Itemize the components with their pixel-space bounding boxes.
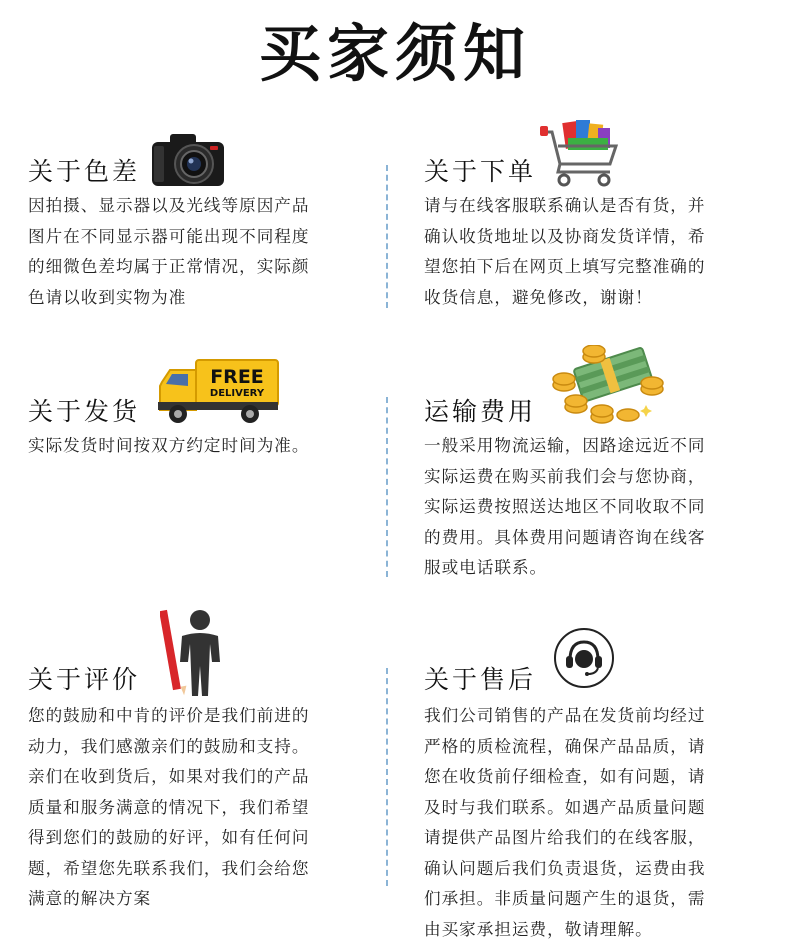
headset-icon: [552, 626, 616, 690]
body-line: 题，希望您先联系我们，我们会给您: [28, 858, 310, 878]
body-line: 服或电话联系。: [424, 558, 548, 577]
body-line: 收货信息，避免修改，谢谢！: [424, 287, 653, 307]
body-line: 请与在线客服联系确认是否有货，并: [424, 196, 706, 215]
page-title: 买家须知: [258, 17, 531, 90]
body-line: 色请以收到实物为准: [28, 287, 187, 307]
section-body: [424, 701, 706, 945]
body-line: 实际发货时间按双方约定时间为准。: [28, 436, 310, 455]
body-line: 及时与我们联系。如遇产品质量问题: [424, 797, 706, 817]
section-body: [28, 191, 310, 313]
body-line: 的费用。具体费用问题请咨询在线客: [424, 527, 706, 547]
body-line: 动力，我们感激亲们的鼓励和支持。: [28, 736, 310, 756]
body-line: 您的鼓励和中肯的评价是我们前进的: [28, 706, 310, 725]
section-body: [28, 431, 310, 462]
body-line: 望您拍下后在网页上填写完整准确的: [424, 257, 706, 276]
body-line: 我们公司销售的产品在发货前均经过: [424, 706, 706, 725]
section-heading: 关于发货: [28, 397, 141, 426]
shopping-cart-icon: [538, 118, 622, 190]
section-body: [424, 431, 706, 584]
person-pencil-icon: [160, 604, 224, 698]
body-line: 得到您们的鼓励的好评，如有任何问: [28, 828, 310, 847]
section-heading: 运输费用: [424, 397, 537, 426]
body-line: 确认问题后我们负责退货，运费由我: [424, 858, 706, 878]
body-line: 因拍摄、显示器以及光线等原因产品: [28, 196, 310, 215]
money-stack-icon: [550, 345, 670, 429]
section-body: [424, 191, 706, 313]
delivery-truck-icon: [156, 356, 282, 426]
body-line: 严格的质检流程，确保产品品质，请: [424, 736, 706, 756]
body-line: 请提供产品图片给我们的在线客服，: [424, 828, 706, 847]
body-line: 由买家承担运费，敬请理解。: [424, 919, 653, 939]
section-heading: 关于售后: [424, 665, 537, 694]
divider-row-2: [386, 397, 388, 577]
divider-row-1: [386, 165, 388, 308]
body-line: 亲们在收到货后，如果对我们的产品: [28, 767, 310, 786]
body-line: 实际运费在购买前我们会与您协商，: [424, 466, 706, 486]
truck-text-free: FREE: [210, 366, 264, 388]
body-line: 图片在不同显示器可能出现不同程度: [28, 226, 310, 246]
truck-text-delivery: DELIVERY: [209, 388, 265, 399]
body-line: 满意的解决方案: [28, 889, 152, 908]
body-line: 质量和服务满意的情况下，我们希望: [28, 797, 310, 817]
body-line: 确认收货地址以及协商发货详情，希: [424, 226, 706, 246]
camera-icon: [150, 128, 226, 188]
body-line: 您在收货前仔细检查，如有问题，请: [424, 767, 706, 786]
section-heading: 关于色差: [28, 157, 141, 186]
section-body: [28, 701, 310, 915]
section-heading: 关于评价: [28, 665, 141, 694]
body-line: 们承担。非质量问题产生的退货，需: [424, 889, 706, 908]
divider-row-3: [386, 668, 388, 886]
section-heading: 关于下单: [424, 157, 537, 186]
body-line: 一般采用物流运输，因路途远近不同: [424, 436, 706, 455]
body-line: 的细微色差均属于正常情况，实际颜: [28, 257, 310, 276]
body-line: 实际运费按照送达地区不同收取不同: [424, 497, 706, 516]
